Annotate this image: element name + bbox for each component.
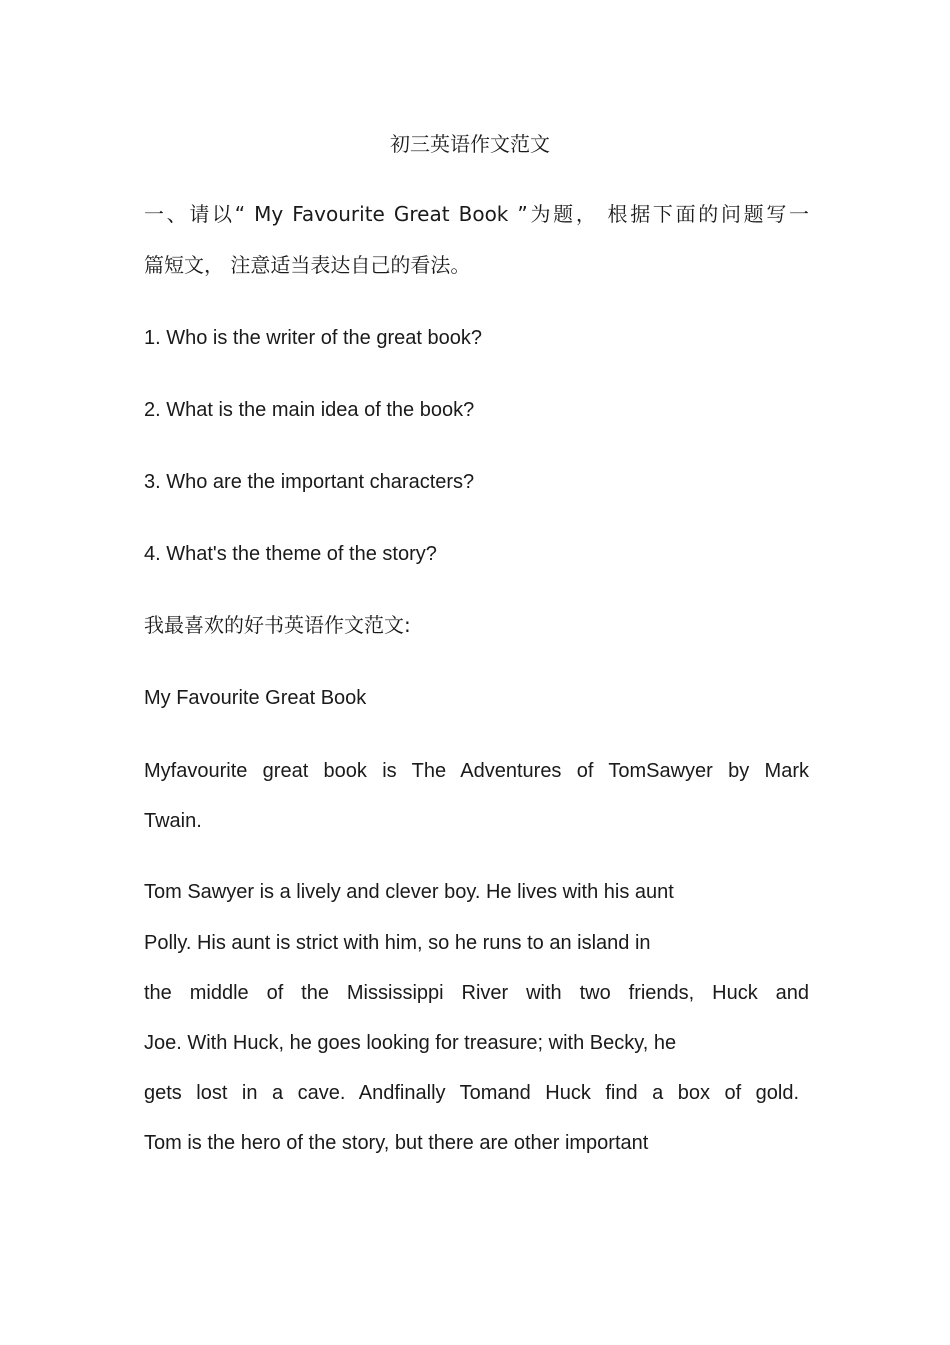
- question-1: 1. Who is the writer of the great book?: [144, 327, 482, 349]
- essay-line-2: Twain.: [144, 810, 202, 832]
- task-line-2: 篇短文， 注意适当表达自己的看法。: [144, 253, 471, 277]
- essay-line-5: the middle of the Mississippi River with two friends, Huck and: [144, 982, 809, 1004]
- essay-line-3: Tom Sawyer is a lively and clever boy. He lives with his aunt: [144, 881, 674, 903]
- essay-line-1: Myfavourite great book is The Adventures of TomSawyer by Mark: [144, 760, 809, 782]
- essay-line-7: gets lost in a cave. Andfinally Tomand Huck find a box of gold.: [144, 1082, 799, 1104]
- question-2: 2. What is the main idea of the book?: [144, 399, 475, 421]
- essay-line-8: Tom is the hero of the story, but there are other important: [144, 1132, 649, 1154]
- essay-line-4: Polly. His aunt is strict with him, so he runs to an island in: [144, 932, 651, 954]
- task-line-1: 一、请以“ My Favourite Great Book ”为题， 根据下面的问题写一: [144, 202, 809, 226]
- essay-title: My Favourite Great Book: [144, 687, 367, 709]
- essay-line-6: Joe. With Huck, he goes looking for treasure; with Becky, he: [144, 1032, 677, 1054]
- document-title: 初三英语作文范文: [390, 132, 550, 156]
- question-4: 4. What's the theme of the story?: [144, 543, 437, 565]
- sample-heading: 我最喜欢的好书英语作文范文:: [144, 613, 411, 637]
- question-3: 3. Who are the important characters?: [144, 471, 475, 493]
